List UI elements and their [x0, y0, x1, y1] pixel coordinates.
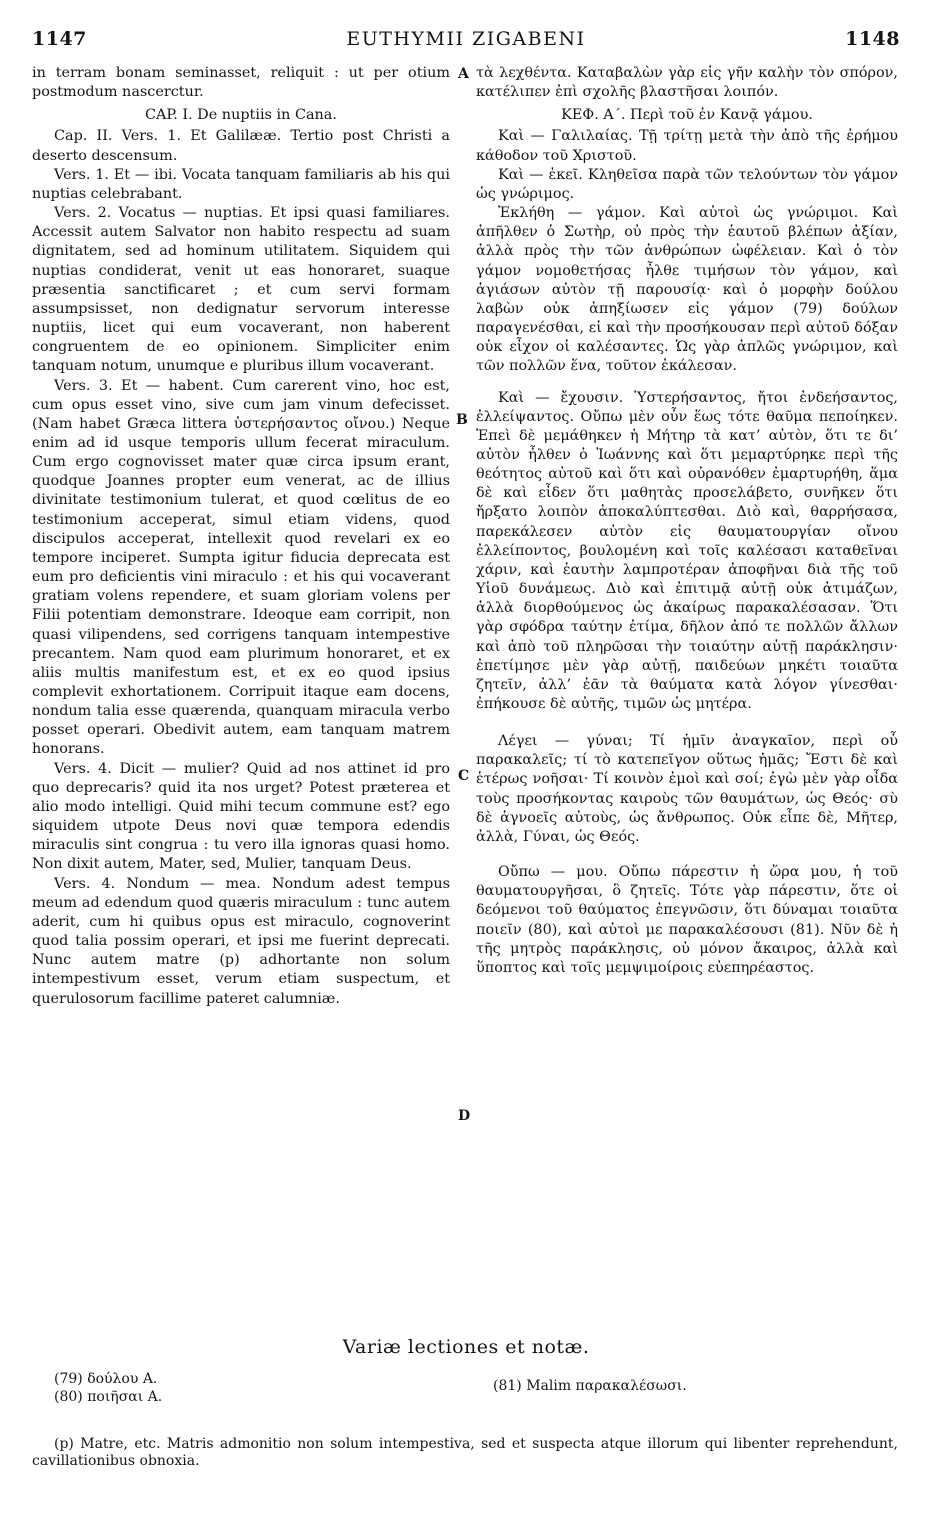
footnote: (p) Matre, etc. Matris admonitio non solum intempestiva, sed et suspecta atque illorum qui libenter reprehendunt, cavillationibus obnoxia. [32, 1436, 898, 1469]
latin-column [32, 64, 450, 1309]
margin-marker-c: C [458, 768, 470, 784]
running-title: EUTHYMII ZIGABENI [346, 28, 586, 50]
latin-paragraph: Vers. 4. Nondum — mea. Nondum adest tempus meum ad edendum quod quæris miraculum : tunc autem aderit, cum hi quibus opus est miraculo, cognoverint quod talia possim operari, et ipsi me fuerint deprecati. Nunc autem matre (p) adhortante non solum intempestivum esset, verum etiam suspectum, et querulosorum facillime pateret calumniæ. [32, 875, 450, 1007]
page-number-left: 1147 [32, 28, 87, 50]
greek-chapter-heading: ΚΕΦ. Α΄. Περὶ τοῦ ἐν Κανᾷ γάμου. [561, 107, 813, 124]
greek-paragraph: Ἐκλήθη — γάμον. Καὶ αὐτοὶ ὡς γνώριμοι. Καὶ ἀπῆλθεν ὁ Σωτὴρ, οὐ πρὸς τὴν ἑαυτοῦ βλέπων ἀξίαν, ἀλλὰ πρὸς τὴν τῶν ἀνθρώπων ὠφέλειαν. Καὶ ὁ τὸν γάμον νομοθετήσας ἦλθε τιμήσων τὸν γάμον, καὶ ἁγιάσων αὐτὸν τῇ παρουσίᾳ· καὶ ὁ μορφὴν δούλου λαβὼν οὐκ ἀπηξίωσεν εἰς γάμον (79) δούλων παραγενέσθαι, εἰ καὶ τὴν προσήκουσαν περὶ αὐτοῦ δόξαν οὐκ εἶχον οἱ καλέσαντες. Ὡς γὰρ ἁπλῶς γνώριμον, καὶ τῶν πολλῶν ἕνα, τοῦτον ἐκάλεσαν. [476, 205, 898, 375]
note-81: (81) Malim παρακαλέσωσι. [493, 1378, 687, 1394]
greek-paragraph: Καὶ — Γαλιλαίας. Τῇ τρίτῃ μετὰ τὴν ἀπὸ τῆς ἐρήμου κάθοδον τοῦ Χριστοῦ. [476, 128, 898, 164]
margin-marker-d: D [458, 1108, 471, 1124]
latin-paragraph: Vers. 4. Dicit — mulier? Quid ad nos attinet id pro quo deprecaris? quid ita nos urget? Potest præterea et alio modo intelligi. Quid mihi tecum commune est? ego siquidem utpote Deus novi quæ tempora edendis miraculis sint congrua : tu vero illa ignoras quasi homo. Non dixit autem, Mater, sed, Mulier, tanquam Deus. [32, 760, 450, 873]
latin-paragraph: Vers. 3. Et — habent. Cum carerent vino, hoc est, cum opus esset vino, sive cum jam vinum defecisset. (Nam habet Græca littera ὑστερήσαντος οἴνου.) Neque enim ad id usque temporis ullum fecerat miraculum. Cum ergo cognovisset mater quæ circa ipsum erant, quodque Joannes propter eum venerat, ac de illius divinitate testimonium tulerat, et quod cœlitus de eo testimonium acceperat, simul etiam videns, quod discipulos acceperat, intellexit quod revelari ex eo tempore inciperet. Sumpta igitur fiducia deprecata est eum pro deficientis vini miraculo : et his qui vocaverant gratiam volens rependere, et suam gloriam volens per Filii potentiam demonstrare. Ideoque eam corripit, non quasi vilipendens, sed corrigens tanquam intempestive precantem. Nam quod eam plurimum honoraret, et ex aliis multis manifestum est, et ex eo quod ipsius complevit exhortationem. Corripuit itaque eam docens, nondum talia esse quærenda, quanquam miracula verbo posset operari. Obedivit autem, eam tanquam matrem honorans. [32, 377, 450, 758]
latin-paragraph: Vers. 1. Et — ibi. Vocata tanquam familiaris ab his qui nuptias celebrabant. [32, 166, 450, 202]
greek-paragraph: Λέγει — γύναι; Τί ἡμῖν ἀναγκαῖον, περὶ οὗ παρακαλεῖς; τί τὸ κατεπεῖγον οὕτως ἡμᾶς; Ἔστι δὲ καὶ ἑτέρως νοῆσαι· Τί κοινὸν ἐμοὶ καὶ σοί; ἐγὼ μὲν γὰρ οἶδα τοὺς προσήκοντας καιροὺς τῶν θαυμάτων, ὡς Θεός· σὺ δὲ ἀγνοεῖς αὐτοὺς, ὡς ἄνθρωπος. Οὐκ εἶπε δὲ, Μῆτερ, ἀλλὰ, Γύναι, ὡς Θεός. [476, 733, 898, 845]
greek-column [476, 64, 898, 1309]
page-number-right: 1148 [845, 28, 900, 50]
note-79: (79) δούλου A. [54, 1371, 158, 1387]
note-80: (80) ποιῆσαι A. [54, 1389, 163, 1405]
greek-paragraph-intro: τὰ λεχθέντα. Καταβαλὼν γὰρ εἰς γῆν καλὴν τὸν σπόρον, κατέλιπεν ἐπὶ σχολῆς βλαστῆσαι λοιπόν. [476, 65, 898, 101]
notes-title: Variæ lectiones et notæ. [342, 1336, 590, 1358]
latin-paragraph-intro: in terram bonam seminasset, reliquit : ut per otium postmodum nascerctur. [32, 65, 450, 101]
page-header [32, 28, 900, 58]
greek-paragraph: Καὶ — ἐκεῖ. Κληθεῖσα παρὰ τῶν τελούντων τὸν γάμον ὡς γνώριμος. [476, 166, 898, 202]
margin-marker-a: A [458, 66, 469, 82]
greek-paragraph: Καὶ — ἔχουσιν. Ὑστερήσαντος, ἤτοι ἐνδεήσαντος, ἐλλείψαντος. Οὔπω μὲν οὖν ἕως τότε θαῦμα πεποίηκεν. Ἐπεὶ δὲ μεμάθηκεν ἡ Μήτηρ τὰ κατ’ αὐτὸν, ὅτι τε δι’ αὐτὸν ἦλθεν ὁ Ἰωάννης καὶ ὅτι μεμαρτύρηκε περὶ τῆς θεότητος αὐτοῦ καὶ ὅτι καὶ οὐρανόθεν ἐμαρτυρήθη, ἅμα δὲ καὶ εἶδεν ὅτι μαθητὰς προσελάβετο, συνῆκεν ὅτι ἤρξατο λοιπὸν ἀποκαλύπτεσθαι. Διὸ καὶ, θαρρήσασα, παρεκάλεσεν αὐτὸν εἰς θαυματουργίαν οἴνου ἐλλείποντος, βουλομένη καὶ τοῖς καλέσασι καταθεῖναι χάριν, καὶ ἑαυτὴν λαμπροτέραν ἀποφῆναι διὰ τῆς τοῦ Υἱοῦ δυνάμεως. Διὸ καὶ ἐπιτιμᾷ αὐτῇ οὐκ ἀτιμάζων, ἀλλὰ διορθούμενος ὡς ἀκαίρως παρακαλέσασαν. Ὅτι γὰρ σφόδρα ταύτην ἐτίμα, δῆλον ἀπό τε πολλῶν ἄλλων καὶ ἀπὸ τοῦ πληρῶσαι τὴν τοιαύτην αὐτῇ παράκλησιν· ἐπετίμησε μὲν γὰρ αὐτῇ, παιδεύων μηκέτι τοιαῦτα ζητεῖν, ἀλλ’ ἐᾶν τὰ θαύματα κατὰ λόγον γίνεσθαι· ἐπήκουσε δὲ αὐτῆς, τιμῶν ὡς μητέρα. [476, 389, 898, 712]
margin-marker-b: B [456, 412, 468, 428]
greek-paragraph: Οὔπω — μου. Οὔπω πάρεστιν ἡ ὥρα μου, ἡ τοῦ θαυματουργῆσαι, ὃ ζητεῖς. Τότε γὰρ πάρεστιν, ὅτε οἱ δεόμενοι τοῦ θαύματος ἐπεγνῶσιν, ὅτι δύναμαι τοιαῦτα ποιεῖν (80), καὶ αὐτοὶ με παρακαλέσουσι (81). Νῦν δὲ ἡ τῆς μητρὸς παράκλησις, οὐ μόνον ἄκαιρος, ἀλλὰ καὶ ὕποπτος καὶ τοῖς μεμψιμοίροις εὐεπηρέαστος. [476, 864, 898, 976]
latin-paragraph: Cap. II. Vers. 1. Et Galilææ. Tertio post Christi a deserto descensum. [32, 128, 450, 164]
latin-chapter-heading: CAP. I. De nuptiis in Cana. [145, 107, 337, 124]
latin-paragraph: Vers. 2. Vocatus — nuptias. Et ipsi quasi familiares. Accessit autem Salvator non habito respectu ad suam dignitatem, sed ad hominum utilitatem. Siquidem qui nuptias condiderat, venit ut eas honoraret, suaque præsentia sanctificaret ; et cum servi formam assumpsisset, non dedignatur servorum interesse nuptiis, licet qui eum vocaverant, non haberent congruentem de eo opinionem. Simpliciter enim tanquam notum, unumque e pluribus illum vocaverant. [32, 205, 450, 375]
